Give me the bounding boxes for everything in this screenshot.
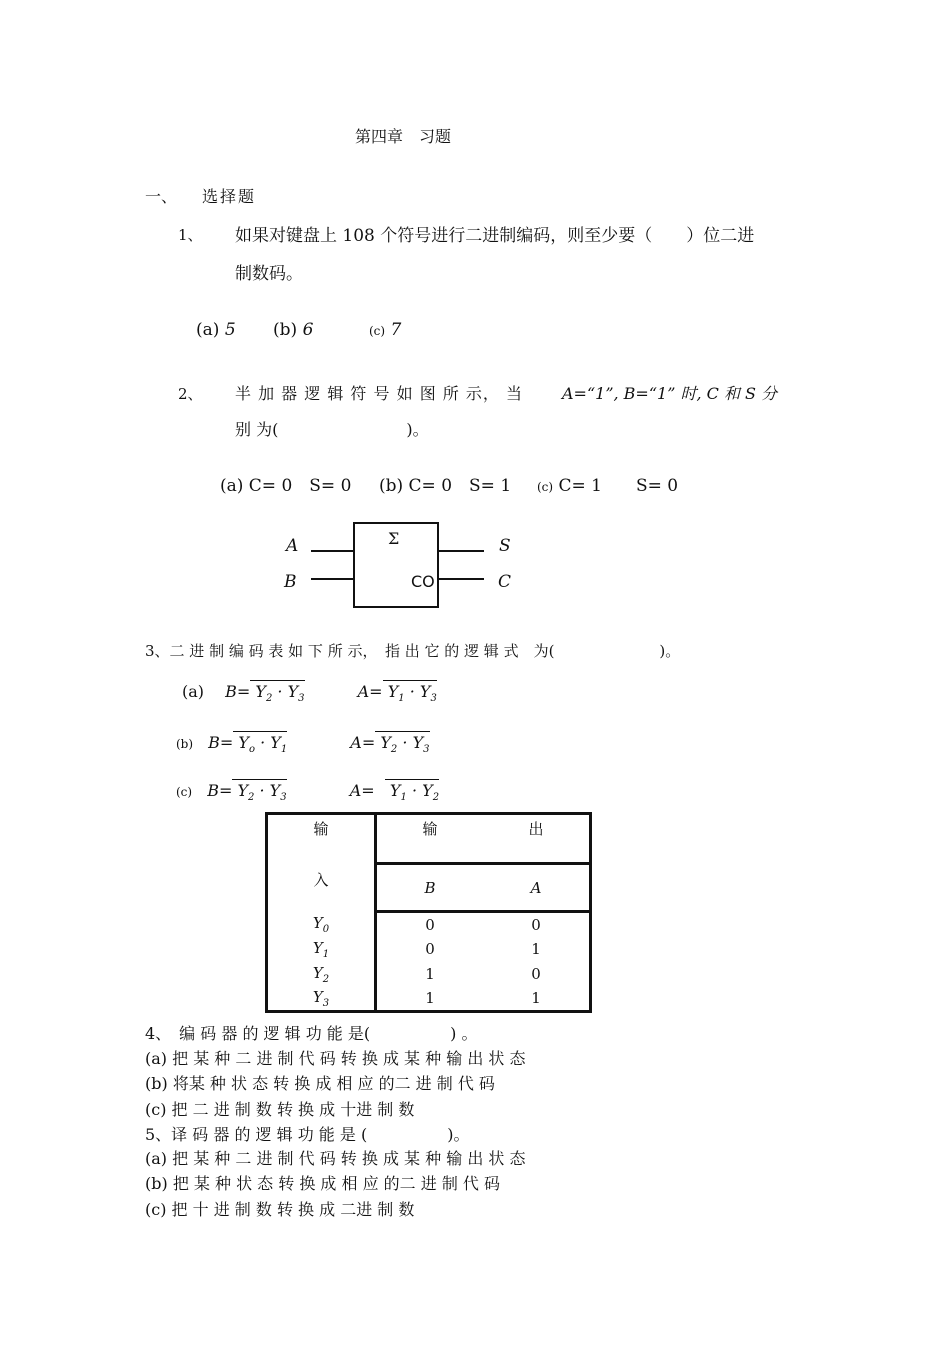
q4-text: 4、 编 码 器 的 逻 辑 功 能 是( ) 。 [145,1024,478,1043]
row-b: 1 [425,989,435,1008]
row-b: 1 [425,965,435,983]
input-b-label: B [284,572,297,592]
q2-number: 2、 [178,385,203,403]
row-input: $Y_3$ [267,987,376,1012]
q1-number: 1、 [178,226,203,244]
row-a: 1 [531,940,541,958]
q2-text-line1-b: A=“1”, B=“1” 时, C 和 S 分 [562,384,778,403]
q2-text-line2: 别 为( )。 [235,420,429,439]
q1-option-b-label: (b) [273,320,298,340]
row-a: 0 [531,965,541,983]
table-row [267,937,591,962]
page-title: 第四章 习题 [355,127,452,146]
q3-text: 3、二 进 制 编 码 表 如 下 所 示， 指 出 它 的 逻 辑 式 为( )。 [145,642,681,660]
q3-option-b-label: (b) [176,737,194,751]
q1-text-line1: 如果对键盘上 108 个符号进行二进制编码，则至少要（ ）位二进 [235,226,755,246]
q3-option-a: (a) $B= Y_2 \cdot Y_3$ $A= Y_1 \cdot Y_3$ [182,682,437,705]
output-header-left: 输 [376,814,484,864]
q1-option-a [196,320,236,340]
row-a: 1 [531,989,541,1008]
output-c-line [439,578,484,580]
row-a: 0 [531,915,541,934]
carry-out-label: CO [411,572,435,591]
table-row [267,912,591,937]
output-header-right: 出 [483,814,591,864]
table-row [267,962,591,987]
q5-option-a: (a) 把 某 种 二 进 制 代 码 转 换 成 某 种 输 出 状 态 [145,1149,526,1168]
input-header-top: 输 [313,820,329,838]
q3-option-a-label: (a) [182,682,205,701]
row-input: $Y_2$ [267,962,376,987]
row-input: $Y_1$ [267,937,376,962]
input-a-line [311,550,354,552]
q1-option-c-label: (c) [369,324,386,338]
q4-option-a: (a) 把 某 种 二 进 制 代 码 转 换 成 某 种 输 出 状 态 [145,1049,526,1068]
q2-option-c-label: (c) [537,480,554,494]
q2-option-b: (b) C= 0 S= 1 [379,476,512,496]
q3-option-c: (c) $B= Y_2 \cdot Y_3$ A= $Y_1 \cdot Y_2$ [176,781,440,804]
q2-option-c-text: C= 1 S= 0 [558,476,679,496]
q2-option-c [537,471,678,496]
q4-option-c: (c) 把 二 进 制 数 转 换 成 十进 制 数 [145,1100,415,1119]
input-header-bottom: 入 [313,871,329,889]
column-b-header: B [376,864,484,912]
q1-option-a-label: (a) [196,320,220,340]
input-a-label: A [286,536,299,556]
q4-option-b: (b) 将某 种 状 态 转 换 成 相 应 的二 进 制 代 码 [145,1074,495,1093]
q1-text-line2: 制数码。 [235,264,303,284]
q5-text: 5、译 码 器 的 逻 辑 功 能 是 ( )。 [145,1125,470,1144]
q3-option-b: (b) $B= Y_o \cdot Y_1$ $A= Y_2 \cdot Y_3$ [176,733,430,756]
table-row [267,987,591,1012]
column-a-header: A [483,864,591,912]
section-label: 选择题 [202,187,257,206]
output-s-label: S [499,536,511,556]
q1-option-c [369,320,401,340]
output-c-label: C [498,572,512,592]
q1-option-a-value: 5 [224,320,236,340]
q3-option-c-label: (c) [176,785,193,799]
input-b-line [311,578,354,580]
q5-option-c: (c) 把 十 进 制 数 转 换 成 二进 制 数 [145,1200,415,1219]
row-b: 0 [425,940,435,958]
row-b: 0 [425,915,435,934]
q2-option-a: (a) C= 0 S= 0 [220,476,352,496]
q2-text-line1-a: 半 加 器 逻 辑 符 号 如 图 所 示， 当 [235,384,523,403]
output-s-line [439,550,484,552]
q1-option-b [273,320,313,340]
q5-option-b: (b) 把 某 种 状 态 转 换 成 相 应 的二 进 制 代 码 [145,1174,501,1193]
encoding-table [265,812,592,1013]
q1-option-c-value: 7 [390,320,402,340]
section-number: 一、 [145,187,178,206]
sigma-symbol: Σ [388,529,400,548]
q1-option-b-value: 6 [302,320,314,340]
input-header [267,814,376,912]
row-input: $Y_0$ [267,912,376,937]
